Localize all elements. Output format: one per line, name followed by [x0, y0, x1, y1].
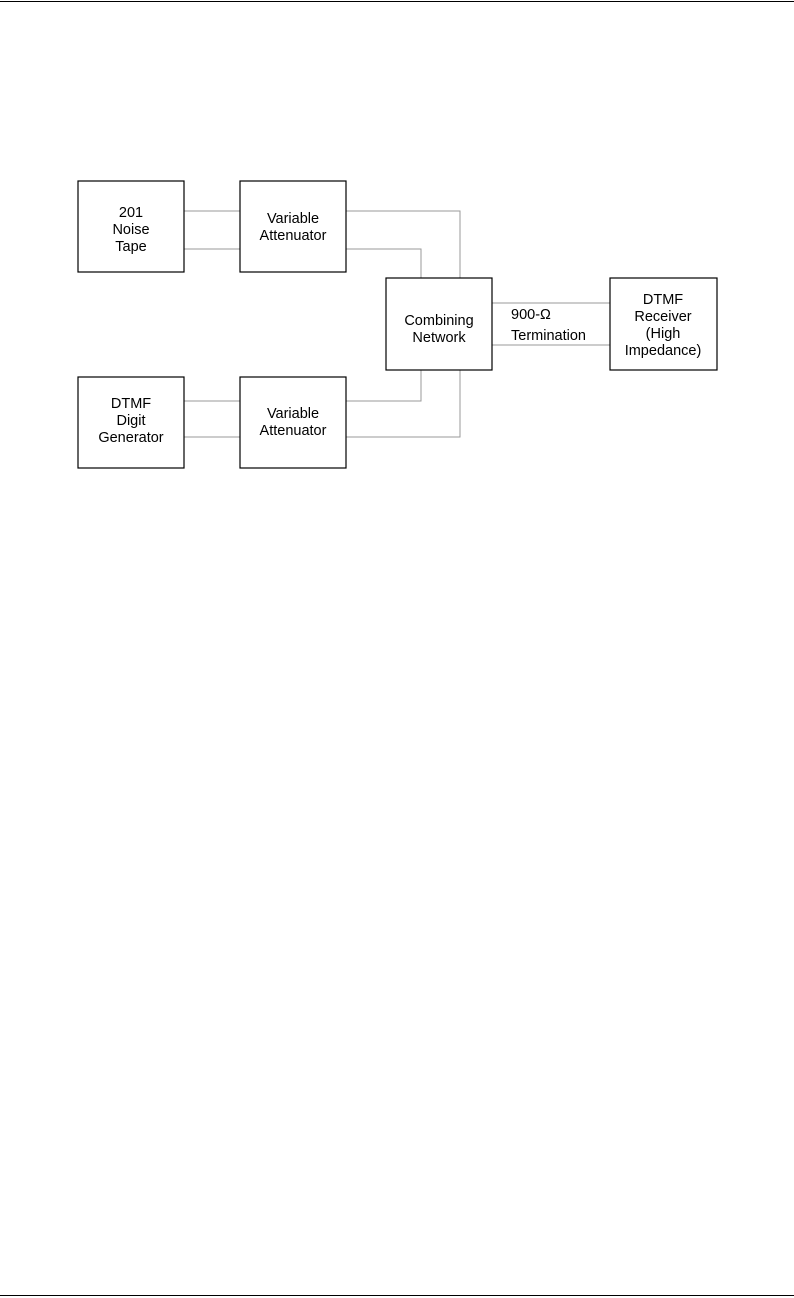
noise-tape-label-1: 201 — [118, 205, 144, 221]
dtmf-receiver-label-1: DTMF — [642, 292, 684, 308]
noise-tape-label-2: Noise — [112, 222, 150, 238]
attenuator-bottom-block — [240, 377, 346, 468]
termination-label-2: Termination — [511, 328, 586, 344]
dtmf-receiver-label-2: Receiver — [634, 309, 692, 325]
attenuator-bottom-label-2: Attenuator — [259, 423, 327, 439]
attenuator-bottom-label-1: Variable — [266, 406, 320, 422]
noise-tape-block — [78, 181, 184, 272]
combining-network-label-2: Network — [412, 330, 466, 346]
termination-label-1: 900-Ω — [511, 307, 551, 323]
termination-label — [511, 307, 586, 344]
attenuator-top-label-1: Variable — [266, 211, 320, 227]
noise-tape-label-3: Tape — [115, 239, 147, 255]
dtmf-receiver-block — [610, 278, 717, 370]
dtmf-receiver-label-4: Impedance) — [624, 343, 702, 359]
dtmf-generator-label-3: Generator — [98, 430, 164, 446]
attenuator-top-block — [240, 181, 346, 272]
dtmf-generator-block — [78, 377, 184, 468]
dtmf-generator-label-1: DTMF — [110, 396, 152, 412]
dtmf-receiver-label-3: (High — [645, 326, 681, 342]
attenuator-top-label-2: Attenuator — [259, 228, 327, 244]
combining-network-block — [386, 278, 492, 370]
combining-network-label-1: Combining — [404, 313, 474, 329]
dtmf-generator-label-2: Digit — [116, 413, 146, 429]
